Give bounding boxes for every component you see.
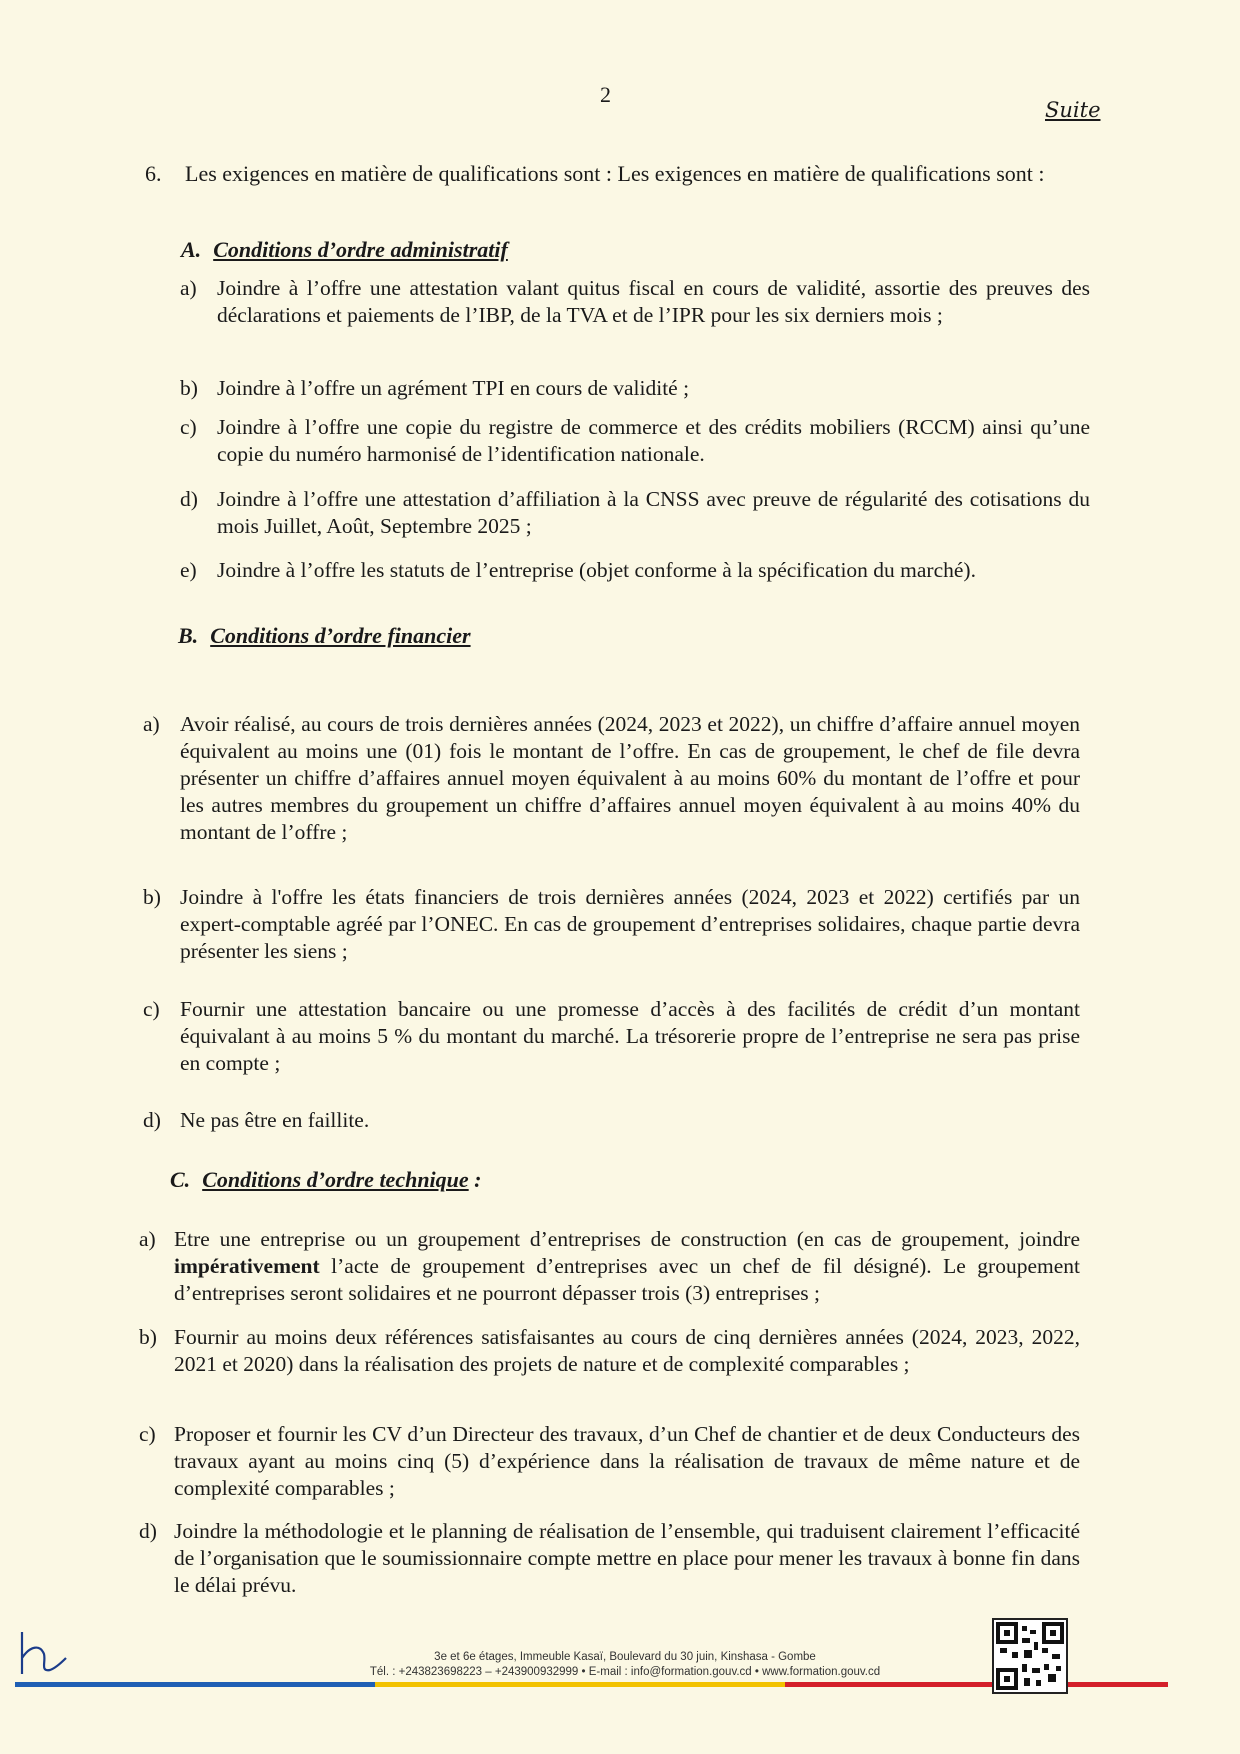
item-6 (145, 160, 1090, 187)
qr-code (992, 1618, 1068, 1694)
signature-mark-icon (10, 1628, 70, 1678)
section-a-item: a) Joindre à l’offre une attestation valant quitus fiscal en cours de validité, assortie des preuves des déclarations et paiements de l’IBP, de la TVA et de l’IPR pour les six derniers mois ; (180, 276, 1090, 327)
section-b-item: b) Joindre à l'offre les états financiers de trois dernières années (2024, 2023 et 2022) certifiés par un expert-comptable agréé par l’ONEC. En cas de groupement d’entreprises solidaires, chaque partie devra présenter les siens ; (143, 885, 1080, 963)
section-c-item: d) Joindre la méthodologie et le planning de réalisation de l’ensemble, qui traduisent clairement l’efficacité de l’organisation que le soumissionnaire compte mettre en place pour mener les travaux à bonne fin dans le délai prévu. (139, 1519, 1080, 1597)
footer-bar-red (785, 1682, 1168, 1687)
section-c-heading (170, 1167, 482, 1193)
section-b-title: Conditions d’ordre financier (210, 623, 471, 648)
section-a-item: e) Joindre à l’offre les statuts de l’entreprise (objet conforme à la spécification du marché). (180, 558, 976, 582)
section-b-item: a) Avoir réalisé, au cours de trois dernières années (2024, 2023 et 2022), un chiffre d’affaire annuel moyen équivalent au moins une (01) fois le montant de l’offre. En cas de groupement, le chef de file devra présenter un chiffre d’affaires annuel moyen équivalent à au moins 60% du montant de l’offre et pour les autres membres du groupement un chiffre d’affaires annuel moyen équivalent à au moins 40% du montant de l’offre ; (143, 712, 1080, 844)
page-number: 2 (600, 82, 611, 107)
section-a-heading (181, 237, 508, 263)
section-b-item: c) Fournir une attestation bancaire ou une promesse d’accès à des facilités de crédit d’un montant équivalant à au moins 5 % du montant du marché. La trésorerie propre de l’entreprise ne sera pas prise en compte ; (143, 997, 1080, 1075)
item-6-text: Les exigences en matière de qualifications sont : Les exigences en matière de qualifications sont : (185, 161, 1045, 186)
section-a-item: c) Joindre à l’offre une copie du registre de commerce et des crédits mobiliers (RCCM) ainsi qu’une copie du numéro harmonisé de l’identification nationale. (180, 415, 1090, 466)
item-6-number: 6. (145, 161, 162, 186)
qr-code-graphic (994, 1620, 1066, 1692)
section-a-letter: A. (181, 237, 202, 262)
section-a-item: d) Joindre à l’offre une attestation d’affiliation à la CNSS avec preuve de régularité des cotisations du mois Juillet, Août, Septembre 2025 ; (180, 487, 1090, 538)
emphasis-text: impérativement (174, 1254, 320, 1278)
suite-label: Suite (1045, 98, 1101, 122)
footer-address: 3e et 6e étages, Immeuble Kasaï, Boulevard du 30 juin, Kinshasa - Gombe (434, 1651, 816, 1663)
section-c-letter: C. (170, 1167, 191, 1192)
section-c-title-suffix: : (468, 1167, 482, 1192)
section-c-item: b) Fournir au moins deux références satisfaisantes au cours de cinq dernières années (2024, 2023, 2022, 2021 et 2020) dans la réalisation des projets de nature et de complexité comparables ; (139, 1325, 1080, 1376)
footer-address-block (340, 1650, 910, 1680)
section-b-letter: B. (178, 623, 199, 648)
section-a-title: Conditions d’ordre administratif (213, 237, 508, 262)
section-c-item: a) Etre une entreprise ou un groupement d’entreprises de construction (en cas de groupement, joindre impérativement l’acte de groupement d’entreprises avec un chef de fil désigné). Le groupement d’entreprises seront solidaires et ne pourront dépasser trois (3) entreprises ; (139, 1227, 1080, 1305)
footer-bar-blue (15, 1682, 375, 1687)
footer-contact: Tél. : +243823698223 – +243900932999 • E-mail : info@formation.gouv.cd • www.formation.gouv.cd (369, 1666, 881, 1678)
section-b-heading (178, 623, 471, 649)
section-b-item: d) Ne pas être en faillite. (143, 1108, 370, 1132)
section-a-item: b) Joindre à l’offre un agrément TPI en cours de validité ; (180, 376, 690, 400)
footer-bar-yellow (375, 1682, 785, 1687)
section-c-title: Conditions d’ordre technique (202, 1167, 469, 1192)
section-c-item: c) Proposer et fournir les CV d’un Directeur des travaux, d’un Chef de chantier et de deux Conducteurs des travaux ayant au moins cinq (5) d’expérience dans la réalisation de travaux de même nature et de complexité comparables ; (139, 1422, 1080, 1500)
